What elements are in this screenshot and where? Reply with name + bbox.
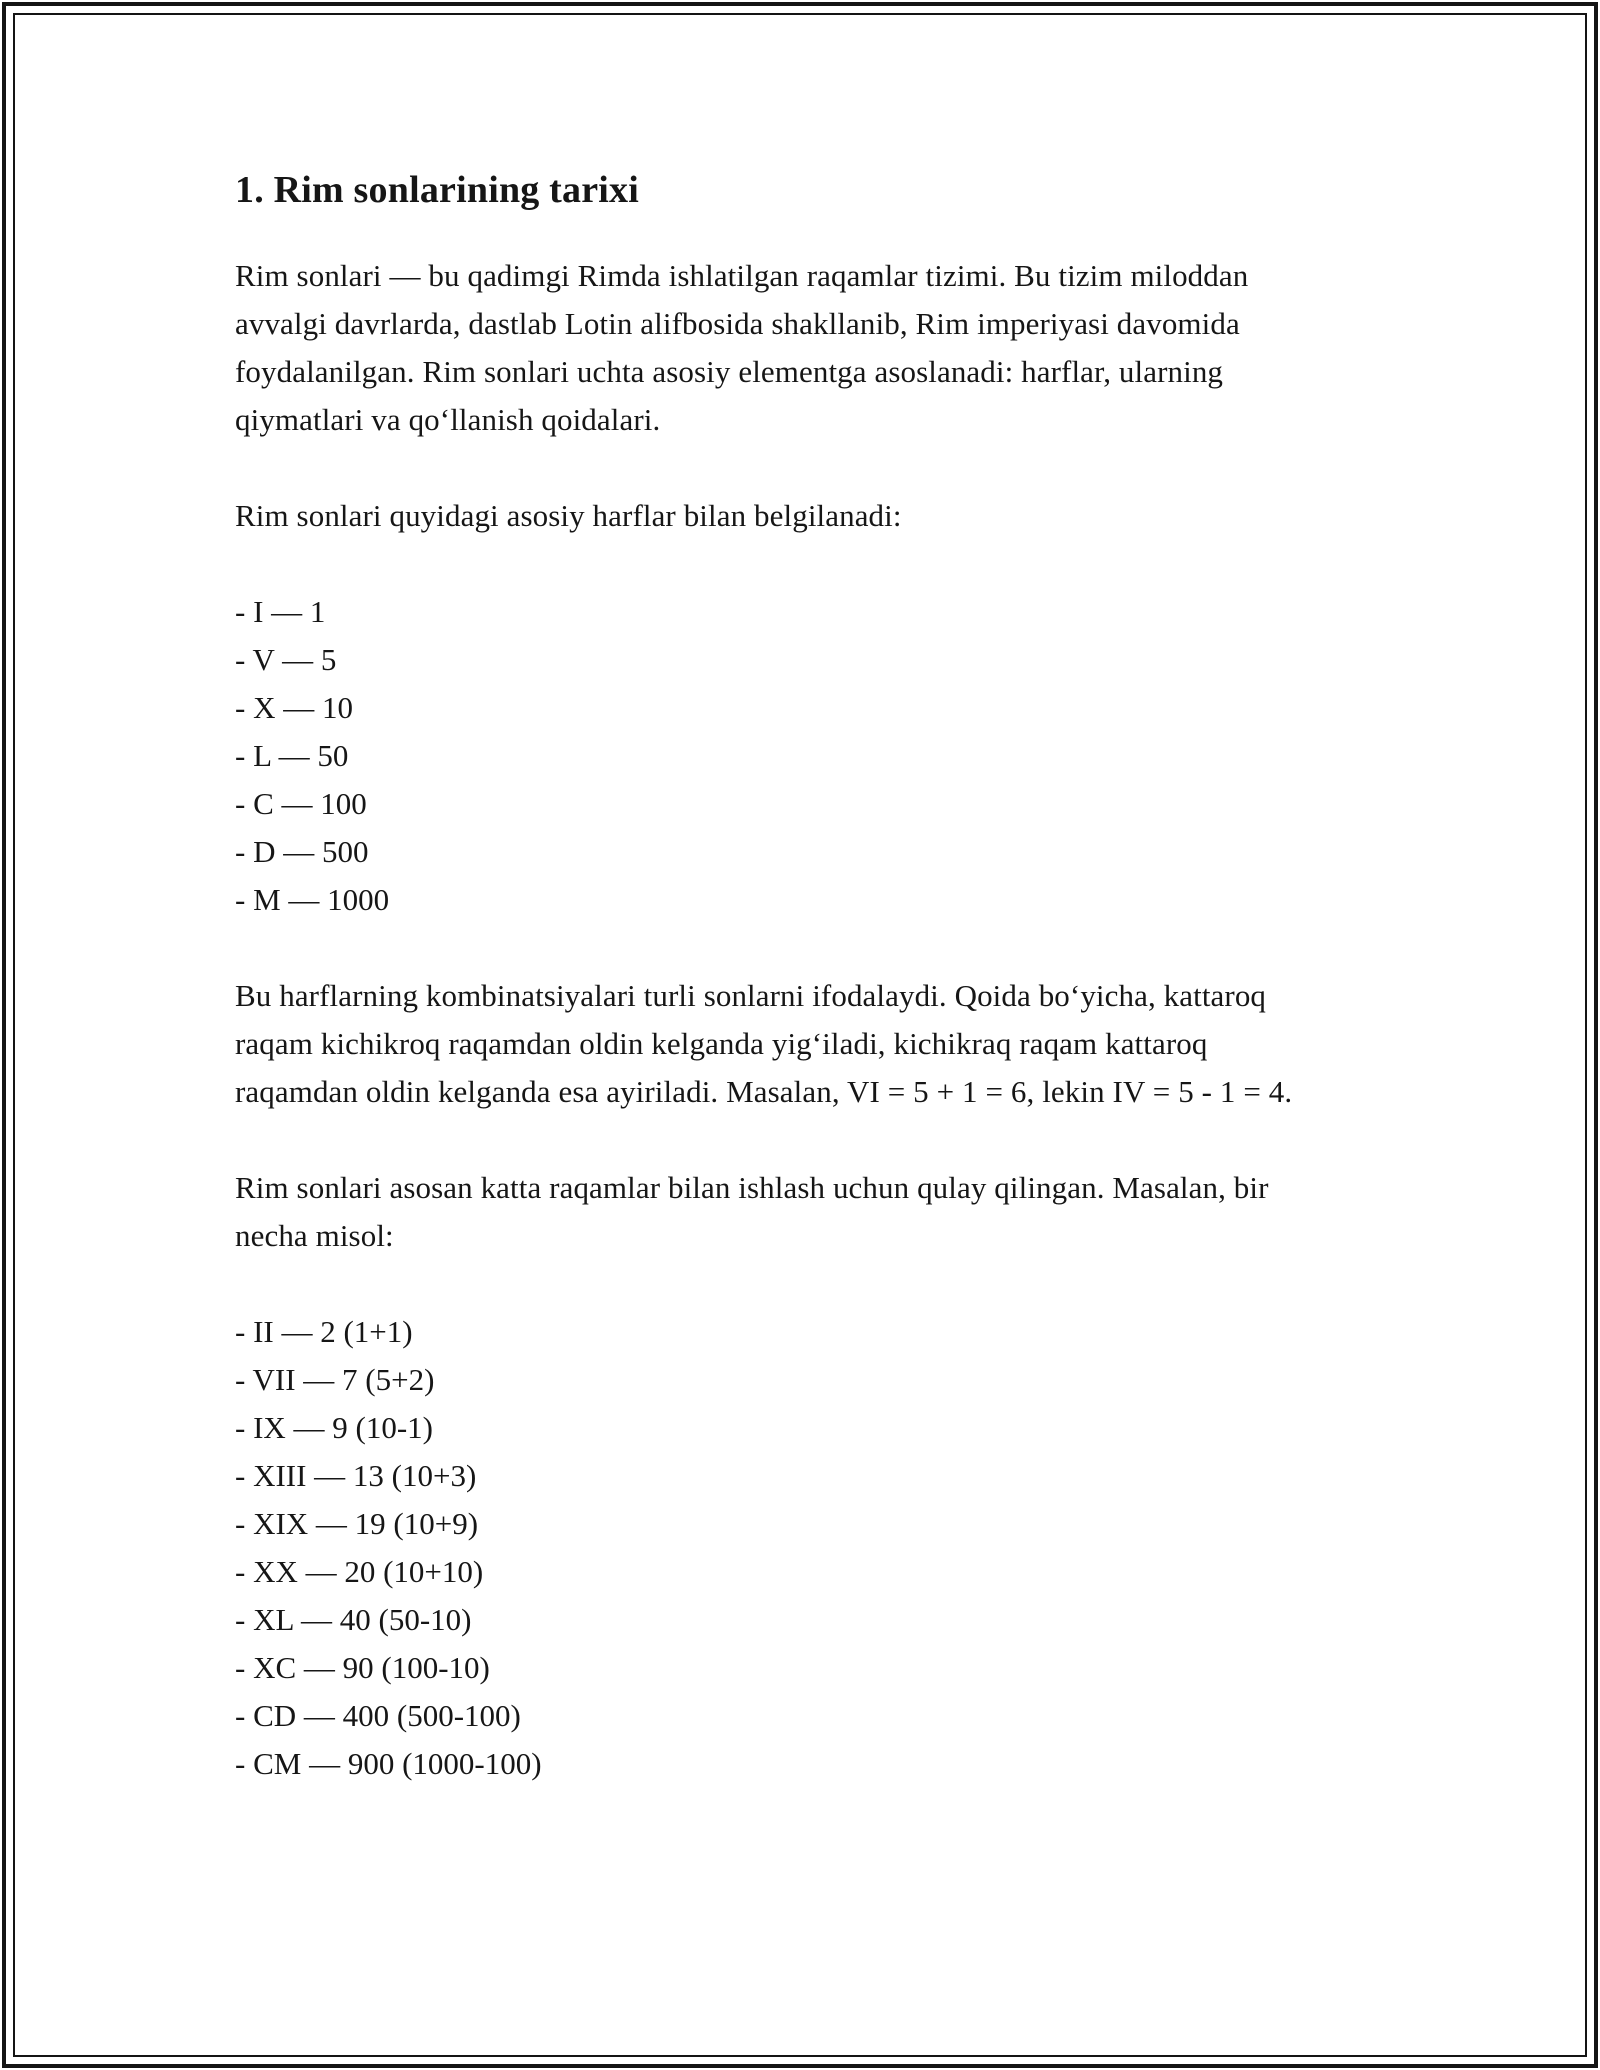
intro-paragraph: Rim sonlari — bu qadimgi Rimda ishlatilgan raqamlar tizimi. Bu tizim miloddan avvalgi davrlarda, dastlab Lotin alifbosida shakllanib, Rim imperiyasi davomida foydalanilgan. Rim sonlari uchta asosiy elementga asoslanadi: harflar, ularning qiymatlari va qo‘llanish qoidalari. [235, 257, 1249, 437]
list-item: - IX — 9 (10-1) [235, 1409, 434, 1445]
list-item: - CM — 900 (1000-100) [235, 1745, 542, 1781]
list-item: - XIII — 13 (10+3) [235, 1457, 477, 1493]
page-title: 1. Rim sonlarining tarixi [235, 169, 640, 211]
roman-letters-list [235, 588, 1325, 924]
rules-paragraph: Bu harflarning kombinatsiyalari turli sonlarni ifodalaydi. Qoida bo‘yicha, kattaroq raqam kichikroq raqamdan oldin kelganda yig‘iladi, kichikraq raqam kattaroq raqamdan oldin kelganda esa ayiriladi. Masalan, VI = 5 + 1 = 6, lekin IV = 5 - 1 = 4. [235, 977, 1293, 1109]
list-item: - II — 2 (1+1) [235, 1313, 413, 1349]
list-item: - V — 5 [235, 641, 337, 677]
roman-examples-list [235, 1308, 1325, 1788]
list-item: - M — 1000 [235, 881, 390, 917]
list-item: - XL — 40 (50-10) [235, 1601, 472, 1637]
examples-intro-paragraph: Rim sonlari asosan katta raqamlar bilan ishlash uchun qulay qilingan. Masalan, bir necha misol: [235, 1169, 1269, 1253]
document-body [235, 168, 1325, 1836]
list-item: - X — 10 [235, 689, 353, 725]
list-item: - XC — 90 (100-10) [235, 1649, 490, 1685]
list-item: - C — 100 [235, 785, 367, 821]
list-item: - XIX — 19 (10+9) [235, 1505, 479, 1541]
list-item: - L — 50 [235, 737, 349, 773]
letters-intro-paragraph: Rim sonlari quyidagi asosiy harflar bilan belgilanadi: [235, 497, 902, 533]
list-item: - D — 500 [235, 833, 369, 869]
list-item: - VII — 7 (5+2) [235, 1361, 435, 1397]
list-item: - XX — 20 (10+10) [235, 1553, 484, 1589]
list-item: - CD — 400 (500-100) [235, 1697, 521, 1733]
list-item: - I — 1 [235, 593, 326, 629]
